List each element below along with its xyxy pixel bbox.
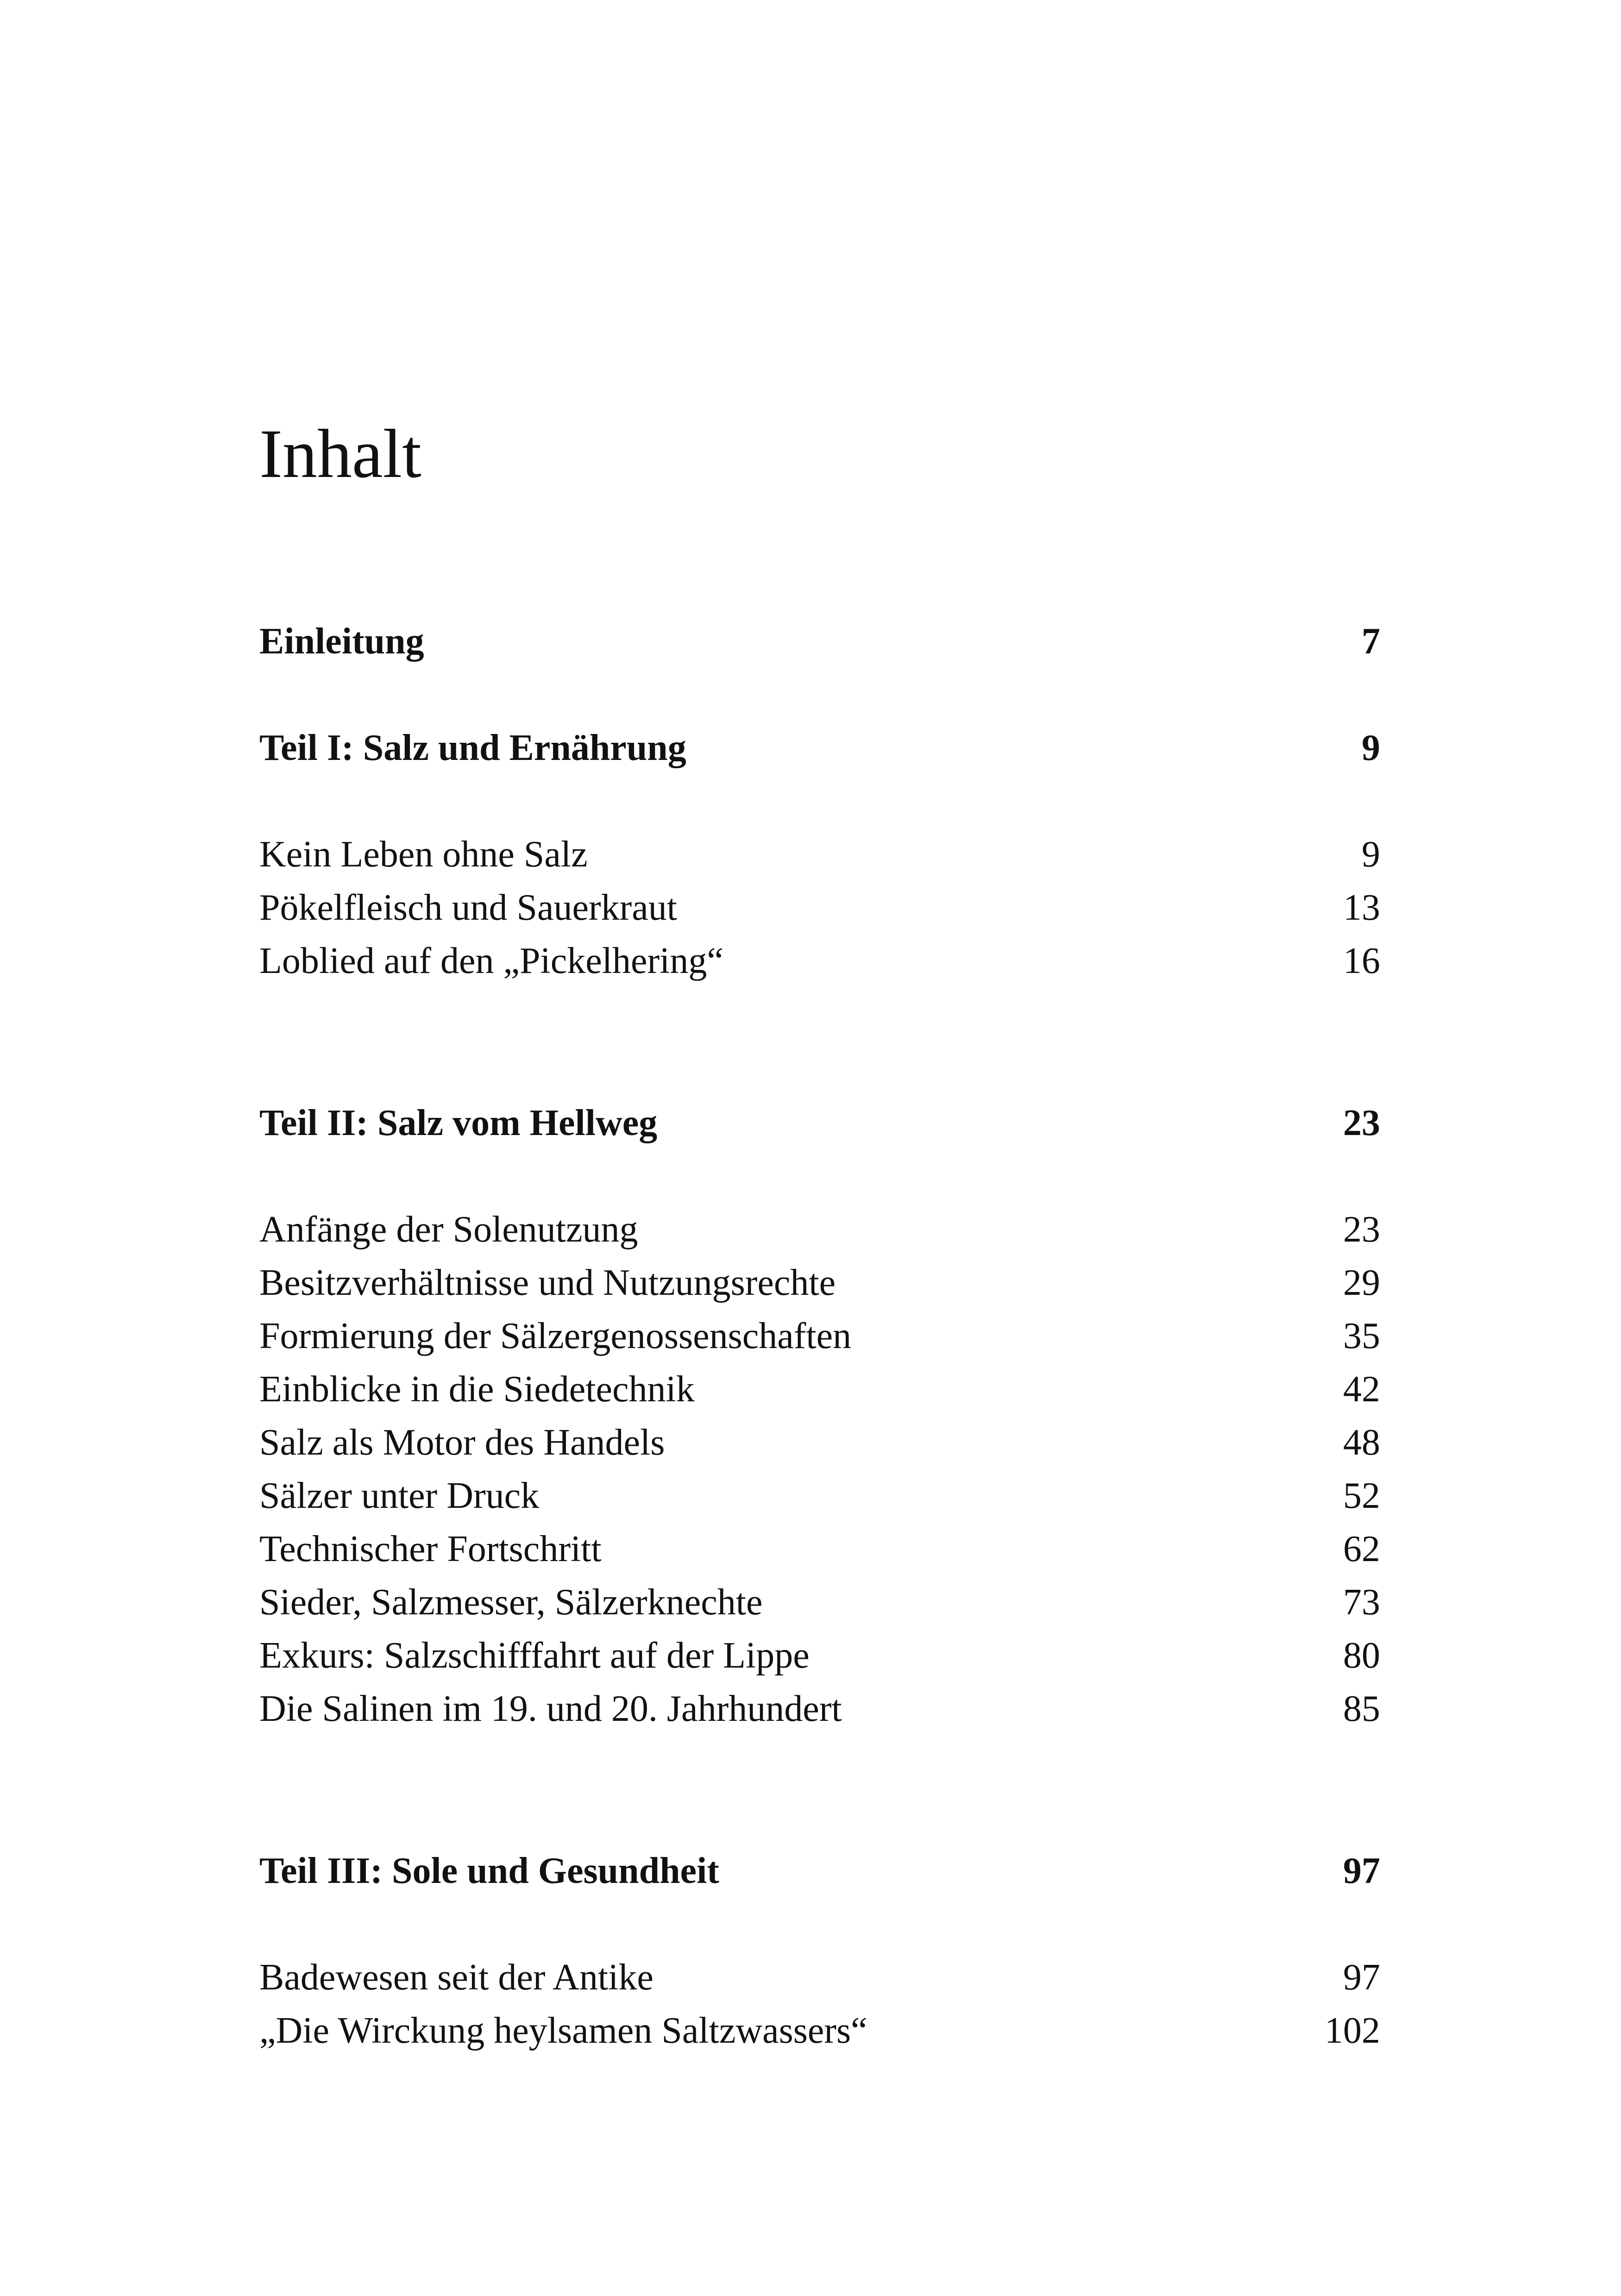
toc-label: Teil III: Sole und Gesundheit (259, 1851, 719, 1891)
toc-label: Technischer Fortschritt (259, 1529, 602, 1569)
toc-item (259, 1364, 1380, 1415)
toc-item (259, 882, 1380, 933)
toc-label: „Die Wirckung heylsamen Saltzwassers“ (259, 2010, 867, 2051)
toc-item (259, 1204, 1380, 1255)
toc-page-number: 9 (1362, 728, 1380, 768)
toc-item (259, 1952, 1380, 2003)
toc-page-number: 42 (1343, 1369, 1380, 1410)
toc-page-number: 85 (1343, 1688, 1380, 1729)
toc-page-number: 23 (1343, 1209, 1380, 1250)
toc-page-number: 97 (1343, 1957, 1380, 1998)
toc-label: Die Salinen im 19. und 20. Jahrhundert (259, 1688, 842, 1729)
toc-section-teil-2 (259, 1098, 1380, 1148)
toc-item (259, 1524, 1380, 1575)
toc-page-number: 9 (1362, 834, 1380, 875)
toc-page-number: 97 (1343, 1851, 1380, 1891)
toc-item (259, 1311, 1380, 1361)
toc-page-number: 29 (1343, 1262, 1380, 1303)
toc-label: Teil I: Salz und Ernährung (259, 728, 686, 768)
toc-page-number: 48 (1343, 1422, 1380, 1463)
toc-page-number: 102 (1325, 2010, 1380, 2051)
toc-label: Teil II: Salz vom Hellweg (259, 1103, 658, 1143)
toc-section-einleitung (259, 616, 1380, 667)
toc-item (259, 1470, 1380, 1521)
toc-label: Exkurs: Salzschifffahrt auf der Lippe (259, 1635, 810, 1676)
toc-item (259, 829, 1380, 880)
toc-section-teil-3 (259, 1845, 1380, 1896)
toc-label: Badewesen seit der Antike (259, 1957, 653, 1998)
toc-item (259, 935, 1380, 986)
toc-page-number: 62 (1343, 1529, 1380, 1569)
toc-page-number: 73 (1343, 1582, 1380, 1623)
toc-label: Einleitung (259, 621, 424, 662)
toc-page-number: 35 (1343, 1316, 1380, 1356)
toc-label: Anfänge der Solenutzung (259, 1209, 638, 1250)
toc-label: Einblicke in die Siedetechnik (259, 1369, 695, 1410)
toc-label: Sieder, Salzmesser, Sälzerknechte (259, 1582, 763, 1623)
page-title: Inhalt (259, 415, 421, 492)
toc-item (259, 1683, 1380, 1734)
toc-label: Pökelfleisch und Sauerkraut (259, 887, 677, 928)
toc-item (259, 2005, 1380, 2056)
toc-page-number: 80 (1343, 1635, 1380, 1676)
toc-item (259, 1417, 1380, 1468)
toc-label: Besitzverhältnisse und Nutzungsrechte (259, 1262, 836, 1303)
toc-label: Sälzer unter Druck (259, 1475, 540, 1516)
toc-section-teil-1 (259, 722, 1380, 773)
toc-page-number: 13 (1343, 887, 1380, 928)
toc-item (259, 1630, 1380, 1681)
toc-label: Formierung der Sälzergenossenschaften (259, 1316, 852, 1356)
toc-label: Kein Leben ohne Salz (259, 834, 588, 875)
toc-page-number: 23 (1343, 1103, 1380, 1143)
toc-page-number: 7 (1362, 621, 1380, 662)
toc-page-number: 52 (1343, 1475, 1380, 1516)
toc-label: Loblied auf den „Pickelhering“ (259, 941, 723, 981)
toc-item (259, 1257, 1380, 1308)
toc-label: Salz als Motor des Handels (259, 1422, 665, 1463)
toc-page-number: 16 (1343, 941, 1380, 981)
toc-item (259, 1577, 1380, 1628)
